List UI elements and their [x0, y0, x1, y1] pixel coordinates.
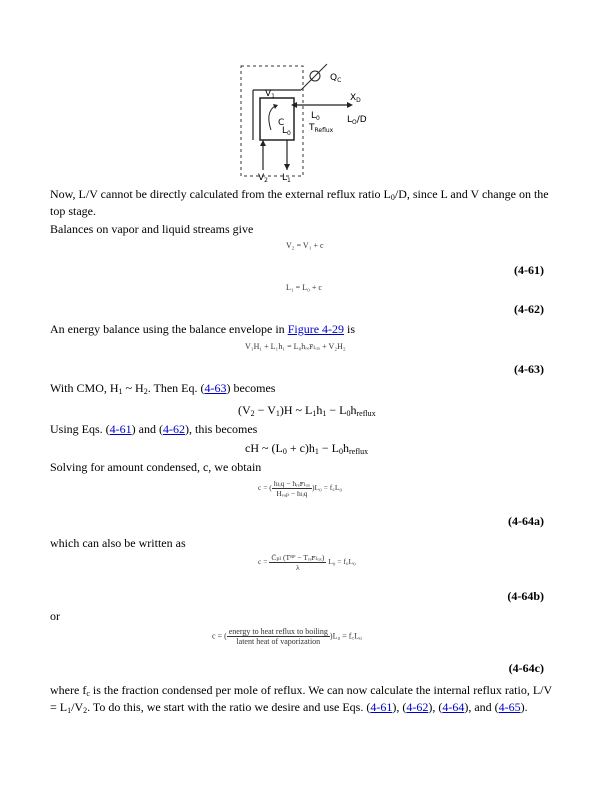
label-v2: $V_2$ [258, 173, 268, 184]
eq-4-62-link-2[interactable]: 4-62 [406, 700, 429, 714]
equation-cmo-result: $(V_2 - V_1)H$ ~ $L_1h_1 - L_0h_{reflux}$ [238, 403, 376, 418]
eq-4-61-link[interactable]: 4-61 [109, 422, 132, 436]
paragraph-using-eqs: Using Eqs. (4-61) and (4-62), this becomes [50, 422, 258, 436]
eq-4-62-link[interactable]: 4-62 [163, 422, 185, 436]
paragraph-energy-balance: An energy balance using the balance envelope in Figure 4-29 is [50, 322, 356, 336]
label-v1: $V_1$ [265, 89, 275, 100]
label-qc: $Q_C$ [330, 73, 342, 84]
paragraph-cmo: With CMO, $H_1$ ~ $H_2$. Then Eq. (4-63) becomes [50, 381, 276, 396]
label-xd: $X_D$ [350, 93, 361, 104]
eq-4-65-link[interactable]: 4-65 [498, 700, 521, 714]
eq-4-61-link-2[interactable]: 4-61 [370, 700, 393, 714]
equation-4-61: V₂ = V₁ + c [286, 241, 324, 250]
figure-4-29-link[interactable]: Figure 4-29 [287, 322, 345, 336]
label-l1: $L_1$ [282, 173, 291, 184]
equation-4-63: V₁H₁ + L₁h₁ = L₀hᵣₑꜰₗᵤₓ + V₂H₂ [245, 342, 346, 351]
equation-number-4-63: (4-63) [514, 362, 544, 376]
equation-4-64b: c = $\frac{\text{C̄ₚₗ (Tᴮᴾ − Tᵣₑꜰₗᵤₓ)}}{\lambda}$ L₀ = f꜀L₀ [258, 553, 356, 572]
paragraph-reflux-note: Now, L/V cannot be directly calculated from the external reflux ratio $L_0/D$, since L and V change on the top stage. [50, 187, 549, 218]
equation-number-4-64a: (4-64a) [508, 514, 544, 528]
equation-number-4-64b: (4-64b) [507, 589, 544, 603]
equation-4-64c: c = ( $\frac{\text{energy to heat reflux to boiling}}{\text{latent heat of vaporization}}$ )L₀ = f꜀L₀ [212, 627, 362, 646]
eq-4-63-link[interactable]: 4-63 [204, 381, 227, 395]
equation-ch: cH ~ $(L_0 + c)h_1 - L_0h_{reflux}$ [245, 441, 369, 456]
equation-number-4-64c: (4-64c) [508, 661, 544, 675]
equation-4-64a: c = ( $\frac{\text{hₗᵢq − hᵣₑꜰₗᵤₓ}}{\text{Hᵥₐₚ − hₗᵢq}}$ )L₀ = f꜀L₀ [258, 479, 343, 498]
circulation-arrow-icon [269, 106, 275, 130]
paragraph-also-written: which can also be written as [50, 536, 186, 550]
label-lod: $L_O/D$ [347, 115, 367, 126]
l1-arrow-icon [284, 164, 290, 170]
equation-number-4-61: (4-61) [514, 263, 544, 277]
label-c: C [278, 118, 285, 128]
label-l0: $L_0$ [311, 111, 320, 122]
equation-number-4-62: (4-62) [514, 302, 544, 316]
label-treflux: $T_{Reflux}$ [309, 123, 334, 134]
v2-arrow-icon [260, 140, 266, 146]
paragraph-fraction-condensed: where $f_c$ is the fraction condensed per mole of reflux. We can now calculate the internal reflux ratio, $L/V = L_1/V_2$. To do this, we start with the ratio we desire and use Eqs. (4-61), (4-62), (4-64), and (4-65). [50, 683, 552, 715]
label-l0-inner: $L_0$ [282, 126, 291, 137]
condenser-diagram [235, 60, 385, 185]
paragraph-balances: Balances on vapor and liquid streams give [50, 222, 254, 236]
eq-4-64-link[interactable]: 4-64 [442, 700, 465, 714]
paragraph-or: or [50, 609, 60, 623]
paragraph-solving: Solving for amount condensed, c, we obtain [50, 460, 262, 474]
equation-4-62: L₁ = L₀ + c [286, 283, 322, 292]
